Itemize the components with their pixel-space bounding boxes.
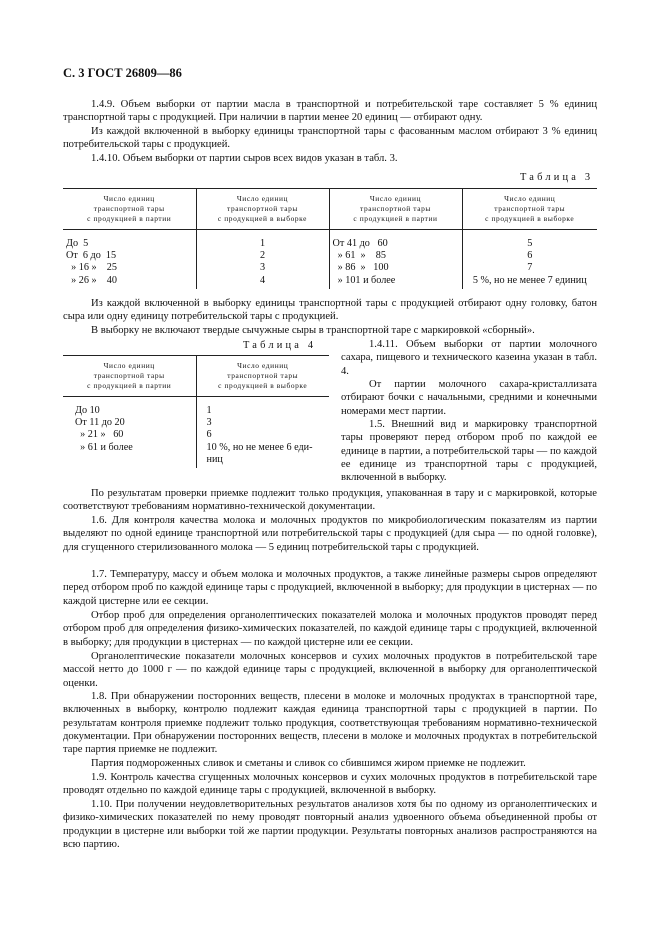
table-4-caption: Таблица 4 [243, 340, 317, 351]
table-4-lot-sizes: До 10 От 11 до 20 » 21 » 60 » 61 и более [75, 405, 133, 453]
page-header: С. 3 ГОСТ 26809—86 [63, 66, 182, 80]
table-3-sample-sizes-2: 5 6 7 5 %, но не менее 7 единиц [462, 230, 597, 289]
table-3-header-lot: Число единиц транспортной тары с продукцией в партии [63, 189, 196, 230]
paragraph-organoleptic-sampling: Отбор проб для определения органолептических показателей молока и молочных продуктов проводят перед отбором проб для определения физико-химических показателей, по каждой единице тары с продукцией, включенной в выборку; для продукции в цистернах — по каждой цистерне или ее секции. [63, 610, 597, 648]
paragraph-butter-sampling: Из каждой включенной в выборку единицы транспортной тары с фасованным маслом отбирают 3 % единиц потребительской тары с продукцией. [63, 126, 597, 151]
paragraph-acceptance-results: По результатам проверки приемке подлежит только продукция, упакованная в тару и с маркировкой, которые соответствуют требованиям нормативно-технической документации. [63, 488, 597, 513]
paragraph-frozen-cream: Партия подмороженных сливок и сметаны и сливок со сбившимся жиром приемке не подлежит. [91, 758, 526, 769]
paragraph-cheese-sampling: Из каждой включенной в выборку единицы транспортной тары с продукцией отбирают одну головку, батон сыра или одну единицу потребительской тары с продукцией. [63, 298, 597, 323]
table-3-sample-sizes: 1 2 3 4 [196, 230, 329, 289]
table-4-header-lot: Число единиц транспортной тары с продукцией в партии [63, 356, 196, 397]
table-3-header-sample-2: Число единиц транспортной тары с продукцией в выборке [462, 189, 597, 230]
paragraph-milk-sugar: От партии молочного сахара-кристаллизата отбирают бочки с начальными, средними и конечными номерами мест партии. [341, 379, 597, 417]
paragraph-1-4-10: 1.4.10. Объем выборки от партии сыров всех видов указан в табл. 3. [91, 153, 398, 164]
paragraph-1-4-9: 1.4.9. Объем выборки от партии масла в транспортной и потребительской таре составляет 5 % единиц транспортной тары с продукцией. При наличии в партии менее 20 единиц — отбирают одну. [63, 99, 597, 124]
table-4 [63, 355, 329, 468]
paragraph-canned-products: Органолептические показатели молочных консервов и сухих молочных продуктов в потребительской таре массой нетто до 1000 г — по каждой единице тары с продукцией, включенной в выборку для органолептической оценки. [63, 651, 597, 689]
paragraph-1-10: 1.10. При получении неудовлетворительных результатов анализов хотя бы по одному из органолептических и физико-химических показателей по нему проводят повторный анализ удвоенного объема объединенной пробы от продукции в цистерне или выборки той же партии продукции. Результаты повторных анализов распространяются на всю партию. [63, 799, 597, 850]
table-3-header-lot-2: Число единиц транспортной тары с продукцией в партии [329, 189, 462, 230]
table-4-sample-sizes: 1 3 6 10 %, но не менее 6 еди- ниц [196, 397, 329, 469]
paragraph-1-4-11: 1.4.11. Объем выборки от партии молочного сахара, пищевого и технического казеина указан в табл. 4. [341, 339, 597, 377]
table-4-header-sample: Число единиц транспортной тары с продукцией в выборке [196, 356, 329, 397]
table-3-lot-sizes-2: От 41 до 60 » 61 » 85 » 86 » 100 » 101 и более [329, 230, 462, 289]
table-3 [63, 188, 597, 289]
table-3-header-sample: Число единиц транспортной тары с продукцией в выборке [196, 189, 329, 230]
paragraph-1-8: 1.8. При обнаружении посторонних веществ, плесени в молоке и молочных продуктах в транспортной таре, включенных в выборку, контролю подлежит каждая единица транспортной тары с продукцией в партии. По результатам контроля приемке подлежит только продукция, соответствующая требованиям нормативно-технической документации. При обнаружении посторонних веществ, плесени в молоке и молочных продуктах в потребительской таре партия приемке не подлежит. [63, 691, 597, 756]
paragraph-exclusion: В выборку не включают твердые сычужные сыры в транспортной таре с маркировкой «сборный». [91, 325, 535, 336]
paragraph-1-6: 1.6. Для контроля качества молока и молочных продуктов по микробиологическим показателям из партии выделяют по одной единице транспортной или потребительской тары с продукцией (для сыра — по одной головке), для сгущенного стерилизованного молока — 5 единиц потребительской тары с продукцией. [63, 515, 597, 553]
paragraph-1-9: 1.9. Контроль качества сгущенных молочных консервов и сухих молочных продуктов в потребительской таре проводят отдельно по каждой единице тары с продукцией, включенной в выборку. [63, 772, 597, 797]
table-3-lot-sizes: До 5 От 6 до 15 » 16 » 25 » 26 » 40 [66, 238, 117, 286]
paragraph-1-7: 1.7. Температуру, массу и объем молока и молочных продуктов, а также линейные размеры сыров определяют перед отбором проб по каждой единице тары с продукцией, включенной в выборку; для продукции в цистернах — по каждой цистерне или ее секции. [63, 569, 597, 607]
paragraph-1-5: 1.5. Внешний вид и маркировку транспортной тары проверяют перед отбором проб по каждой ее единице в партии, а потребительской тары — по каждой ее единице из транспортной тары с продукцией, включенной в выборку. [341, 419, 597, 484]
table-3-caption: Таблица 3 [520, 172, 594, 183]
